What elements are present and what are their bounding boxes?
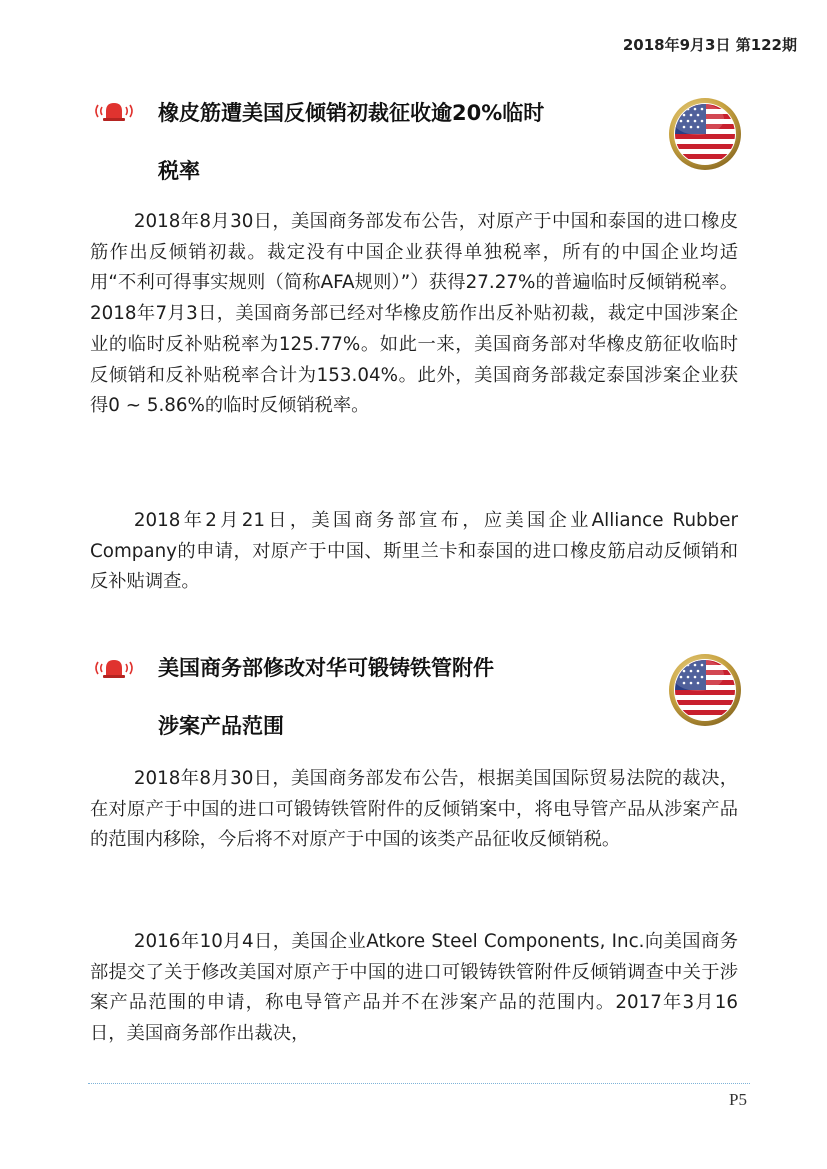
- article-1-title: [158, 88, 638, 196]
- article-1-title-line2: 税率: [158, 159, 200, 183]
- alarm-bell-icon: [92, 100, 136, 122]
- article-2-paragraph-1: 2018年8月30日，美国商务部发布公告，根据美国国际贸易法院的裁决，在对原产于中国的进口可锻铸铁管附件的反倾销案中，将电导管产品从涉案产品的范围内移除，今后将不对原产于中国的该类产品征收反倾销税。: [90, 768, 738, 851]
- article-2-title: [158, 643, 638, 751]
- issue-date-header: 2018年9月3日 第122期: [622, 36, 797, 54]
- alarm-bell-icon: [92, 657, 136, 679]
- us-flag-icon: [668, 653, 742, 727]
- page-number: P5: [729, 1090, 747, 1109]
- article-2-title-line1: 美国商务部修改对华可锻铸铁管附件: [158, 656, 494, 680]
- article-1-paragraph-1: 2018年8月30日，美国商务部发布公告，对原产于中国和泰国的进口橡皮筋作出反倾销初裁。裁定没有中国企业获得单独税率，所有的中国企业均适用“不利可得事实规则（简称AFA规则）”）获得27.27%的普遍临时反倾销税率。2018年7月3日，美国商务部已经对华橡皮筋作出反补贴初裁，裁定中国涉案企业的临时反补贴税率为125.77%。如此一来，美国商务部对华橡皮筋征收临时反倾销和反补贴税率合计为153.04%。此外，美国商务部裁定泰国涉案企业获得0 ~ 5.86%的临时反倾销税率。: [90, 211, 738, 417]
- article-1-title-line1: 橡皮筋遭美国反倾销初裁征收逾20%临时: [158, 101, 545, 125]
- footer-divider: [88, 1083, 750, 1084]
- us-flag-icon: [668, 97, 742, 171]
- article-2-paragraph-2: 2016年10月4日，美国企业Atkore Steel Components, Inc.向美国商务部提交了关于修改美国对原产于中国的进口可锻铸铁管附件反倾销调查中关于涉案产品范围的申请，称电导管产品并不在涉案产品的范围内。2017年3月16日，美国商务部作出裁决，: [90, 931, 738, 1045]
- article-1-paragraph-2: 2018年2月21日，美国商务部宣布，应美国企业Alliance Rubber Company的申请，对原产于中国、斯里兰卡和泰国的进口橡皮筋启动反倾销和反补贴调查。: [90, 510, 738, 593]
- article-2-title-line2: 涉案产品范围: [158, 714, 284, 738]
